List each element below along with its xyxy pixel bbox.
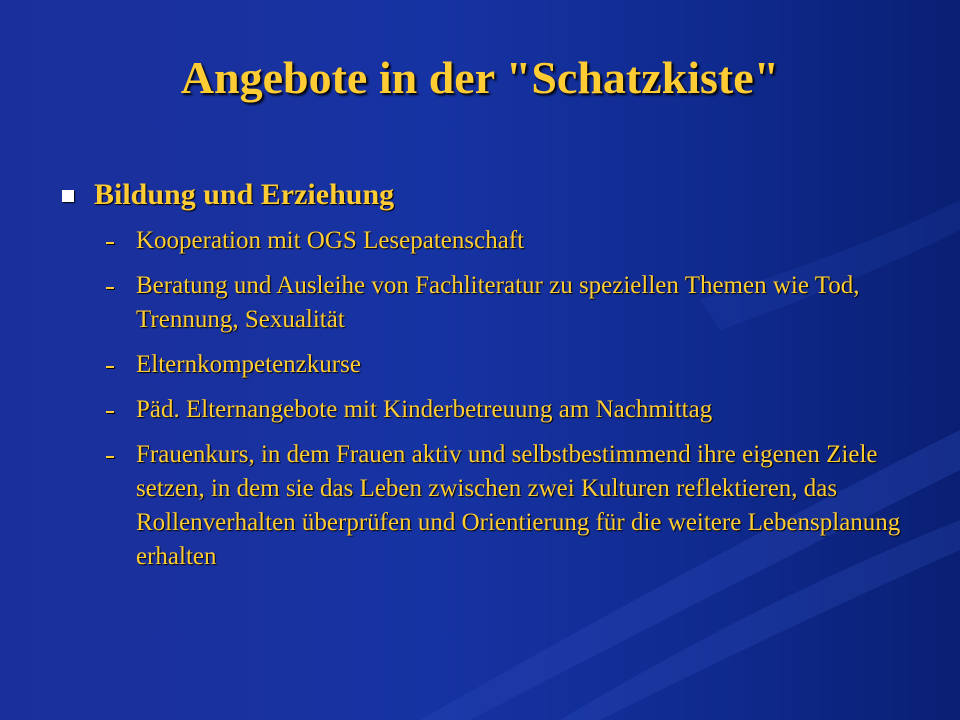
dash-bullet-icon bbox=[106, 287, 114, 289]
list-item bbox=[62, 348, 912, 382]
list-item-text: Päd. Elternangebote mit Kinderbetreuung am Nachmittag bbox=[136, 396, 713, 423]
sub-bullet-list bbox=[62, 224, 912, 574]
dash-bullet-icon bbox=[106, 242, 114, 244]
main-bullet bbox=[62, 176, 912, 214]
list-item-text: Elternkompetenzkurse bbox=[136, 351, 361, 378]
slide-content bbox=[62, 176, 912, 585]
list-item bbox=[62, 269, 912, 337]
list-item bbox=[62, 393, 912, 427]
list-item-text: Kooperation mit OGS Lesepatenschaft bbox=[136, 227, 525, 254]
dash-bullet-icon bbox=[106, 411, 114, 413]
list-item-text: Beratung und Ausleihe von Fachliteratur zu speziellen Themen wie Tod, Trennung, Sexualität bbox=[136, 272, 860, 333]
list-item bbox=[62, 224, 912, 258]
square-bullet-icon bbox=[62, 190, 74, 202]
dash-bullet-icon bbox=[106, 456, 114, 458]
main-bullet-label: Bildung und Erziehung bbox=[94, 178, 395, 211]
list-item-text: Frauenkurs, in dem Frauen aktiv und selbstbestimmend ihre eigenen Ziele setzen, in dem sie das Leben zwischen zwei Kulturen reflektieren, das Rollenverhalten überprüfen und Orientierung für die weitere Lebensplanung erhalten bbox=[136, 441, 901, 570]
slide-title: Angebote in der "Schatzkiste" bbox=[180, 52, 780, 103]
list-item bbox=[62, 438, 912, 574]
dash-bullet-icon bbox=[106, 366, 114, 368]
